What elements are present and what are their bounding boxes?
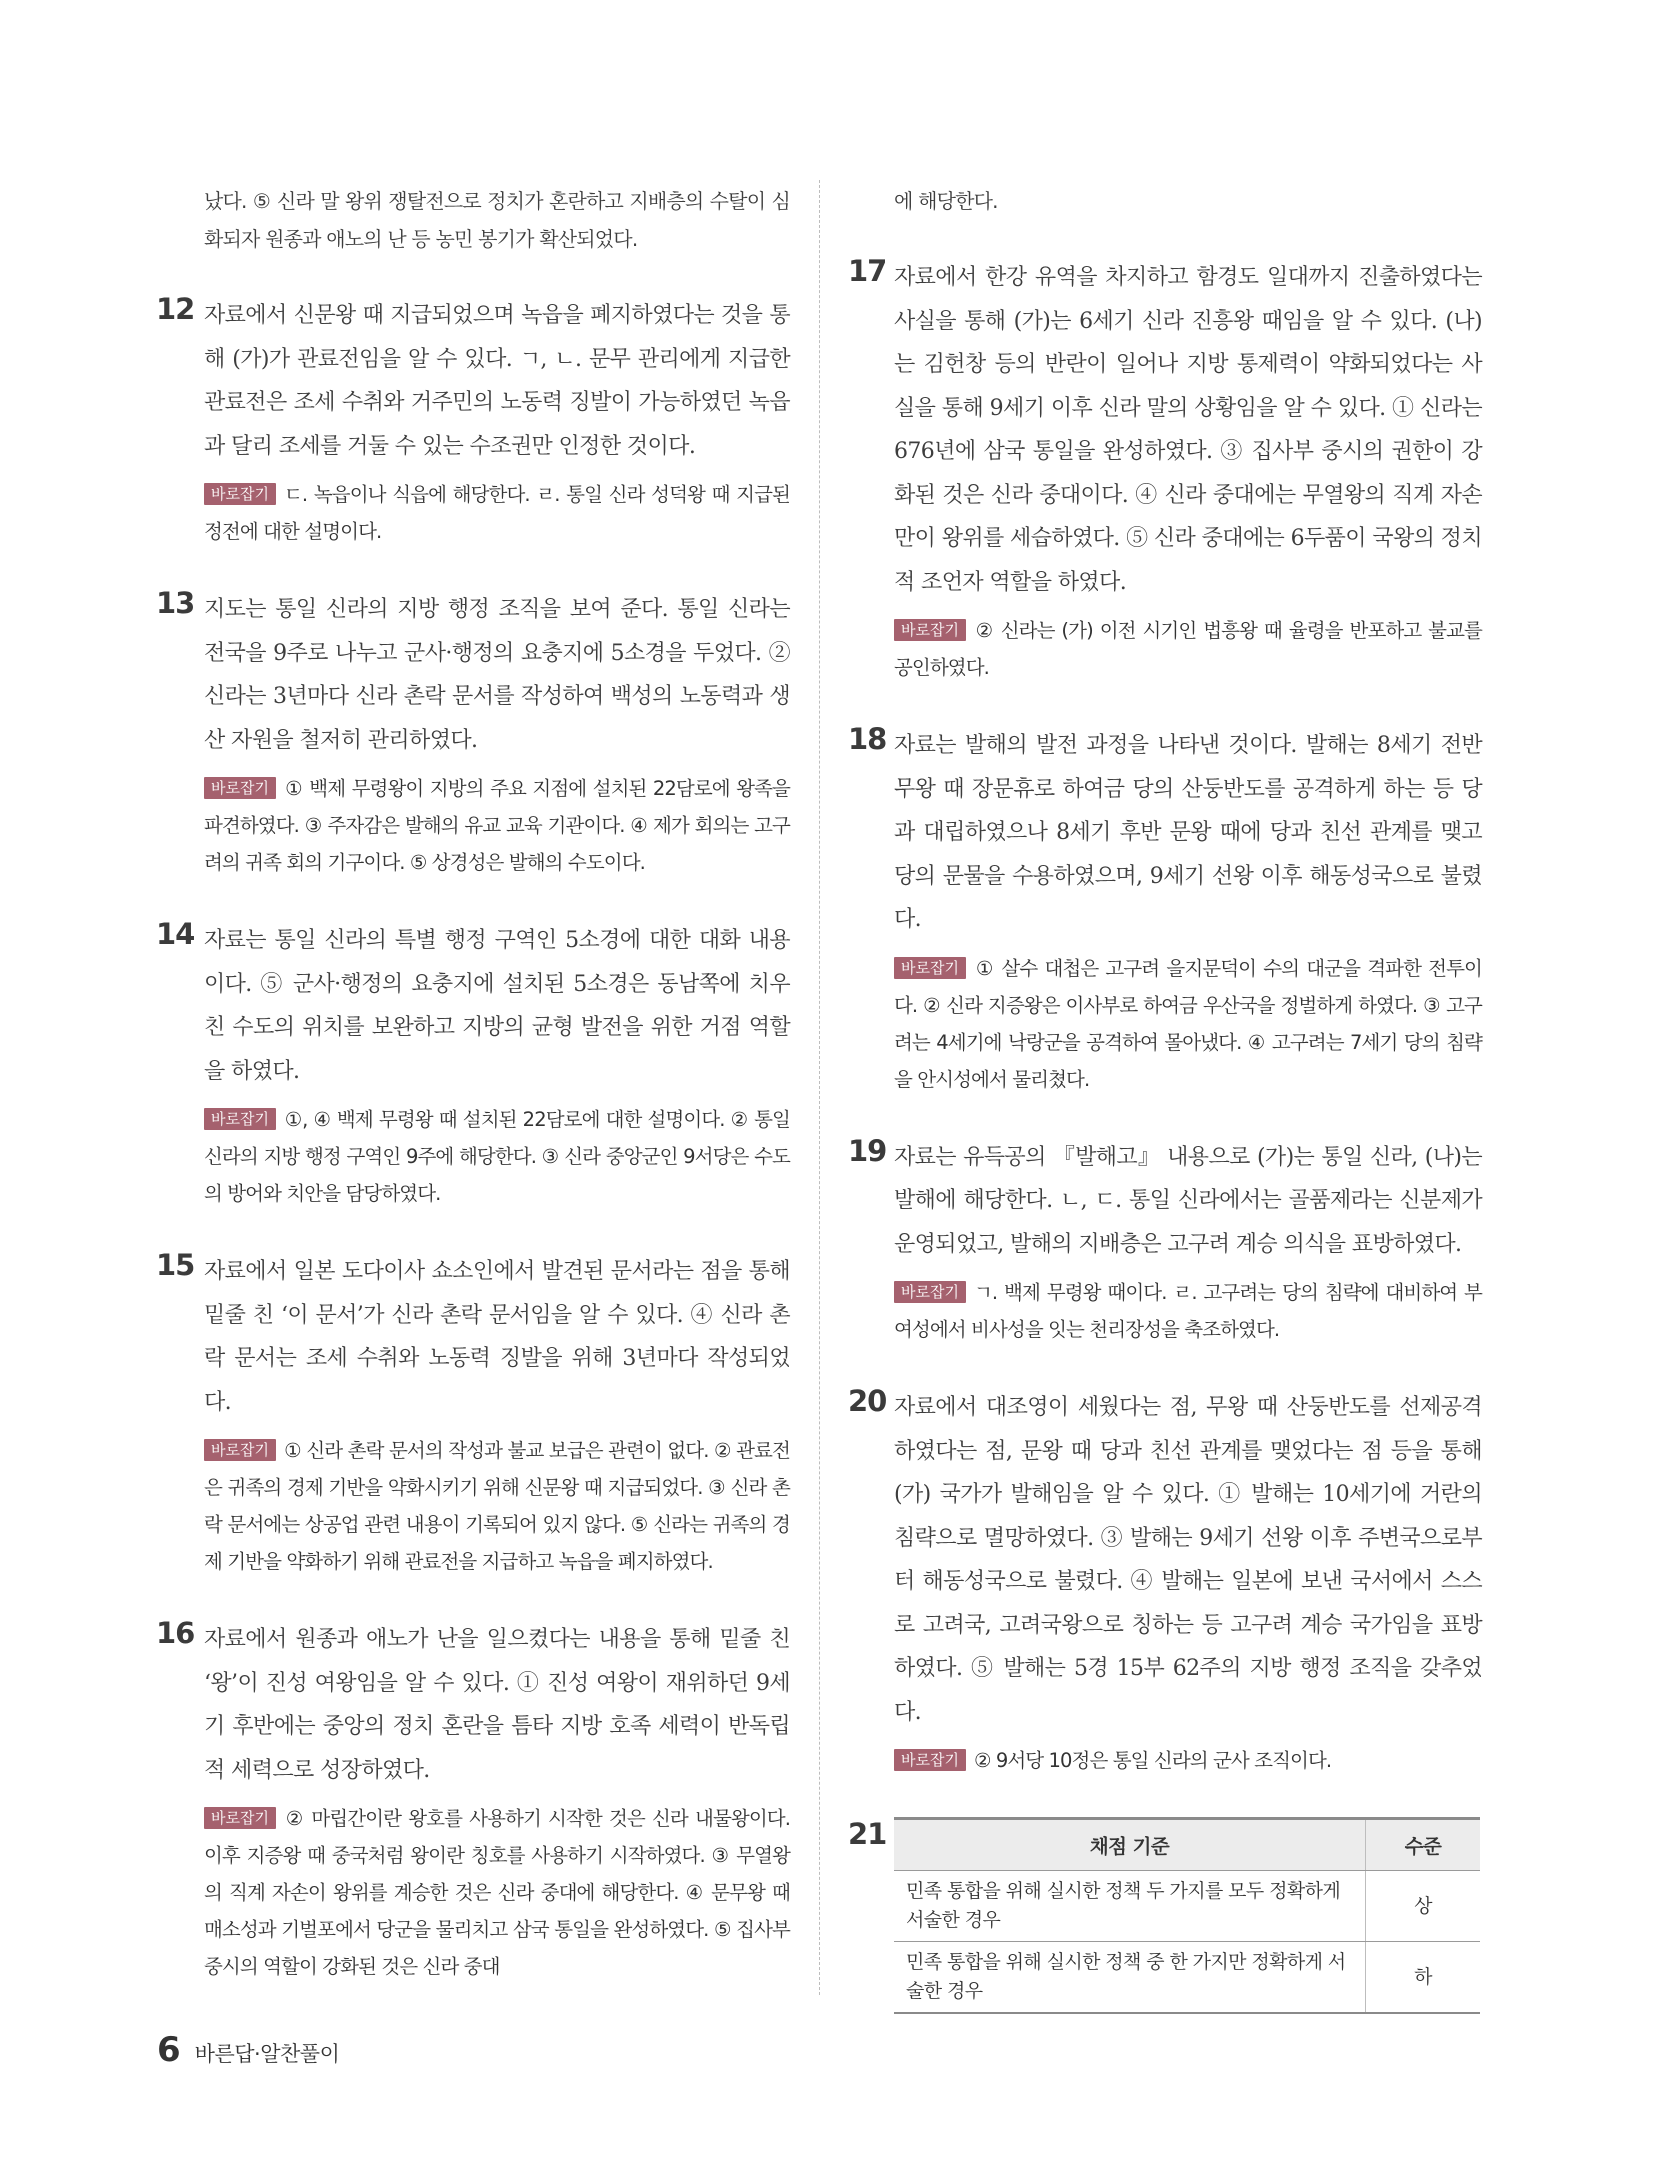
question-20 <box>848 1386 1482 1779</box>
correction-badge: 바로잡기 <box>204 1439 276 1461</box>
table-row <box>894 1942 1480 2014</box>
explanation-text: 자료는 발해의 발전 과정을 나타낸 것이다. 발해는 8세기 전반 무왕 때 장문휴로 하여금 당의 산둥반도를 공격하게 하는 등 당과 대립하였으나 8세기 후반 문왕 때에 당과 친선 관계를 맺고 당의 문물을 수용하였으며, 9세기 선왕 이후 해동성국으로 불렸다. <box>894 733 1482 932</box>
correction-text: ㄱ. 백제 무령왕 때이다. ㄹ. 고구려는 당의 침략에 대비하여 부여성에서 비사성을 잇는 천리장성을 축조하였다. <box>894 1281 1482 1341</box>
level-cell: 상 <box>1366 1871 1481 1942</box>
correction-text: ① 신라 촌락 문서의 작성과 불교 보급은 관련이 없다. ② 관료전은 귀족의 경제 기반을 약화시키기 위해 신문왕 때 지급되었다. ③ 신라 촌락 문서에는 상공업 관련 내용이 기록되어 있지 않다. ⑤ 신라는 귀족의 경제 기반을 약화하기 위해 관료전을 지급하고 녹읍을 폐지하였다. <box>204 1439 790 1573</box>
continuation-text: 에 해당한다. <box>894 189 998 213</box>
explanation-text: 자료에서 신문왕 때 지급되었으며 녹읍을 폐지하였다는 것을 통해 (가)가 관료전임을 알 수 있다. ㄱ, ㄴ. 문무 관리에게 지급한 관료전은 조세 수취와 거주민의 노동력 징발이 가능하였던 녹읍과 달리 조세를 거둘 수 있는 수조권만 인정한 것이다. <box>204 303 790 459</box>
question-14 <box>158 919 790 1212</box>
correction-note <box>894 1742 1482 1779</box>
correction-badge: 바로잡기 <box>204 1108 276 1130</box>
grading-table-header <box>894 1819 1480 1871</box>
left-column <box>158 182 790 1985</box>
correction-note <box>204 1432 790 1580</box>
explanation-text: 지도는 통일 신라의 지방 행정 조직을 보여 준다. 통일 신라는 전국을 9주로 나누고 군사·행정의 요충지에 5소경을 두었다. ② 신라는 3년마다 신라 촌락 문서를 작성하여 백성의 노동력과 생산 자원을 철저히 관리하였다. <box>204 597 790 753</box>
criterion-cell: 민족 통합을 위해 실시한 정책 중 한 가지만 정확하게 서술한 경우 <box>894 1942 1366 2014</box>
explanation-text: 자료는 유득공의 『발해고』 내용으로 (가)는 통일 신라, (나)는 발해에 해당한다. ㄴ, ㄷ. 통일 신라에서는 골품제라는 신분제가 운영되었고, 발해의 지배층은 고구려 계승 의식을 표방하였다. <box>894 1144 1482 1257</box>
level-cell: 하 <box>1366 1942 1481 2014</box>
page-footer <box>157 2030 339 2070</box>
correction-note <box>204 770 790 881</box>
question-19 <box>848 1133 1482 1349</box>
page-number: 6 <box>157 2030 181 2070</box>
question-17 <box>848 256 1482 686</box>
grading-table <box>894 1817 1480 2014</box>
correction-text: ② 9서당 10정은 통일 신라의 군사 조직이다. <box>973 1749 1332 1772</box>
criterion-cell: 민족 통합을 위해 실시한 정책 두 가지를 모두 정확하게 서술한 경우 <box>894 1871 1366 1942</box>
right-column <box>848 182 1482 2014</box>
question-number: 14 <box>156 917 195 951</box>
question-number: 19 <box>848 1133 887 1168</box>
column-divider <box>819 180 820 1995</box>
correction-note <box>894 612 1482 686</box>
explanation-text: 자료에서 한강 유역을 차지하고 함경도 일대까지 진출하였다는 사실을 통해 (가)는 6세기 신라 진흥왕 때임을 알 수 있다. (나)는 김헌창 등의 반란이 일어나 지방 통제력이 약화되었다는 사실을 통해 9세기 이후 신라 말의 상황임을 알 수 있다. ① 신라는 676년에 삼국 통일을 완성하였다. ③ 집사부 중시의 권한이 강화된 것은 신라 중대이다. ④ 신라 중대에는 무열왕의 직계 자손만이 왕위를 세습하였다. ⑤ 신라 중대에는 6두품이 국왕의 정치적 조언자 역할을 하였다. <box>894 265 1482 595</box>
question-number: 17 <box>848 254 887 288</box>
question-number: 16 <box>156 1616 195 1650</box>
footer-label: 바른답·알찬풀이 <box>194 2042 340 2066</box>
question-12 <box>158 294 790 550</box>
correction-badge: 바로잡기 <box>894 1749 966 1771</box>
correction-text: ② 마립간이란 왕호를 사용하기 시작한 것은 신라 내물왕이다. 이후 지증왕 때 중국처럼 왕이란 칭호를 사용하기 시작하였다. ③ 무열왕의 직계 자손이 왕위를 계승한 것은 신라 중대에 해당한다. ④ 문무왕 때 매소성과 기벌포에서 당군을 물리치고 삼국 통일을 완성하였다. ⑤ 집사부 중시의 역할이 강화된 것은 신라 중대 <box>204 1807 790 1978</box>
correction-text: ① 백제 무령왕이 지방의 주요 지점에 설치된 22담로에 왕족을 파견하였다. ③ 주자감은 발해의 유교 교육 기관이다. ④ 제가 회의는 고구려의 귀족 회의 기구이다. ⑤ 상경성은 발해의 수도이다. <box>204 777 790 874</box>
question-13 <box>158 588 790 881</box>
question-number: 21 <box>848 1817 887 1851</box>
correction-note <box>204 1800 790 1985</box>
correction-note <box>204 476 790 550</box>
correction-note <box>204 1101 790 1212</box>
correction-text: ①, ④ 백제 무령왕 때 설치된 22담로에 대한 설명이다. ② 통일 신라의 지방 행정 구역인 9주에 해당한다. ③ 신라 중앙군인 9서당은 수도의 방어와 치안을 담당하였다. <box>204 1108 790 1205</box>
correction-badge: 바로잡기 <box>204 1807 276 1829</box>
column-header-criteria: 채점 기준 <box>894 1819 1366 1871</box>
correction-text: ① 살수 대첩은 고구려 을지문덕이 수의 대군을 격파한 전투이다. ② 신라 지증왕은 이사부로 하여금 우산국을 정벌하게 하였다. ③ 고구려는 4세기에 낙랑군을 공격하여 몰아냈다. ④ 고구려는 7세기 당의 침략을 안시성에서 물리쳤다. <box>894 956 1482 1091</box>
question-number: 13 <box>156 586 195 620</box>
explanation-text: 자료에서 대조영이 세웠다는 점, 무왕 때 산둥반도를 선제공격하였다는 점, 문왕 때 당과 친선 관계를 맺었다는 점 등을 통해 (가) 국가가 발해임을 알 수 있다. ① 발해는 10세기에 거란의 침략으로 멸망하였다. ③ 발해는 9세기 선왕 이후 주변국으로부터 해동성국으로 불렸다. ④ 발해는 일본에 보낸 국서에서 스스로 고려국, 고려국왕으로 칭하는 등 고구려 계승 국가임을 표방하였다. ⑤ 발해는 5경 15부 62주의 지방 행정 조직을 갖추었다. <box>894 1395 1482 1725</box>
column-header-level: 수준 <box>1366 1819 1481 1871</box>
question-number: 18 <box>848 722 887 756</box>
question-16 <box>158 1618 790 1985</box>
question-number: 12 <box>156 292 195 326</box>
correction-text: ㄷ. 녹읍이나 식읍에 해당한다. ㄹ. 통일 신라 성덕왕 때 지급된 정전에 대한 설명이다. <box>204 483 790 543</box>
question-21 <box>848 1817 1482 2014</box>
correction-badge: 바로잡기 <box>204 777 276 799</box>
correction-badge: 바로잡기 <box>894 1281 966 1303</box>
explanation-text: 자료는 통일 신라의 특별 행정 구역인 5소경에 대한 대화 내용이다. ⑤ 군사·행정의 요충지에 설치된 5소경은 동남쪽에 치우친 수도의 위치를 보완하고 지방의 균형 발전을 위한 거점 역할을 하였다. <box>204 928 790 1084</box>
correction-badge: 바로잡기 <box>204 483 276 505</box>
correction-note <box>894 1274 1482 1348</box>
explanation-text: 자료에서 일본 도다이사 쇼소인에서 발견된 문서라는 점을 통해 밑줄 친 ‘이 문서’가 신라 촌락 문서임을 알 수 있다. ④ 신라 촌락 문서는 조세 수취와 노동력 징발을 위해 3년마다 작성되었다. <box>204 1259 790 1415</box>
question-18 <box>848 724 1482 1098</box>
question-number: 15 <box>156 1248 195 1282</box>
continuation-text: 났다. ⑤ 신라 말 왕위 쟁탈전으로 정치가 혼란하고 지배층의 수탈이 심화되자 원종과 애노의 난 등 농민 봉기가 확산되었다. <box>204 189 790 251</box>
correction-badge: 바로잡기 <box>894 619 966 641</box>
question-15 <box>158 1250 790 1580</box>
correction-note <box>894 950 1482 1098</box>
explanation-text: 자료에서 원종과 애노가 난을 일으켰다는 내용을 통해 밑줄 친 ‘왕’이 진성 여왕임을 알 수 있다. ① 진성 여왕이 재위하던 9세기 후반에는 중앙의 정치 혼란을 틈타 지방 호족 세력이 반독립적 세력으로 성장하였다. <box>204 1627 790 1783</box>
question-number: 20 <box>848 1384 887 1418</box>
correction-text: ② 신라는 (가) 이전 시기인 법흥왕 때 율령을 반포하고 불교를 공인하였다. <box>894 619 1482 679</box>
correction-badge: 바로잡기 <box>894 957 966 979</box>
table-row <box>894 1871 1480 1942</box>
